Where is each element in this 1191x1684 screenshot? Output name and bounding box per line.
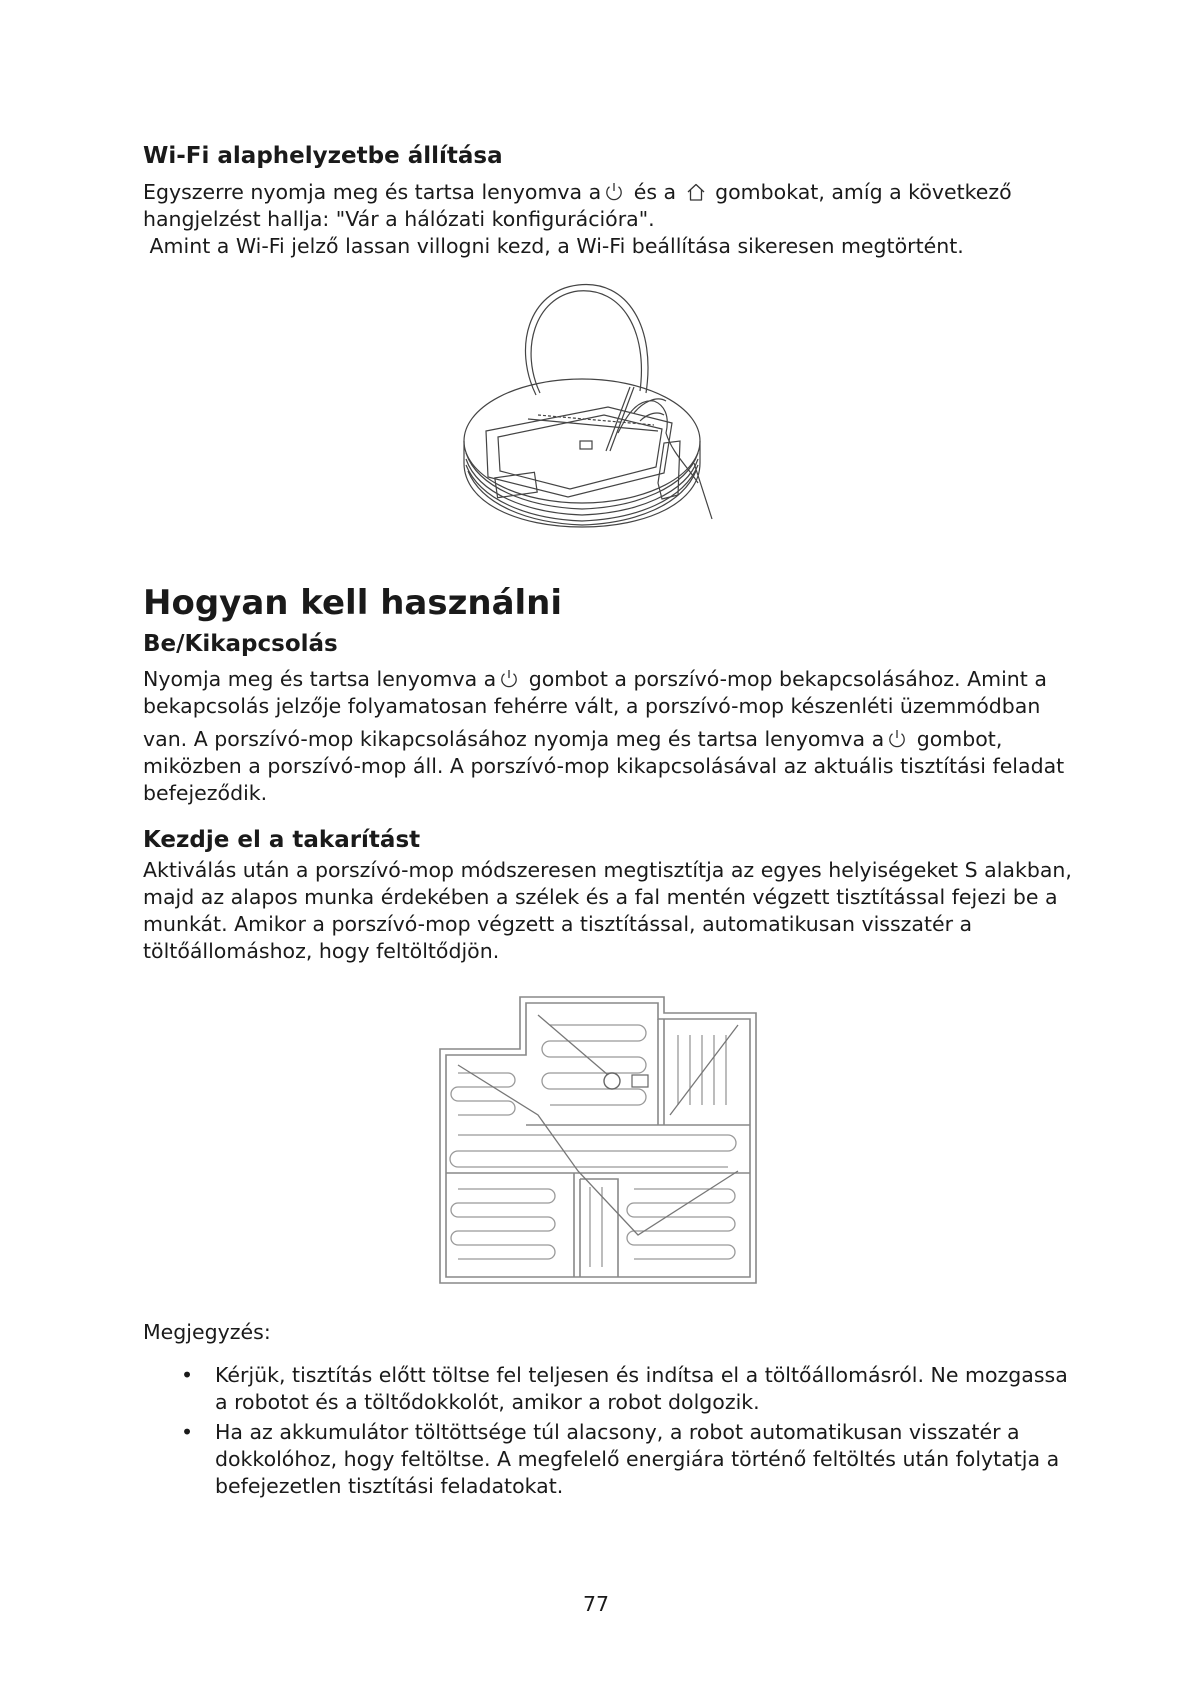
power-icon: [886, 728, 908, 750]
wifi-reset-paragraph: Egyszerre nyomja meg és tartsa lenyomva a és a gombokat, amíg a következő hangjelzést hallja: "Vár a hálózati konfigurációra". Amint a Wi-Fi jelző lassan villogni kezd, a Wi-Fi beállítása sikeresen megtörtént.: [143, 180, 1012, 258]
list-item: • Ha az akkumulátor töltöttsége túl alacsony, a robot automatikusan visszatér a dokkolóhoz, hogy feltöltse. A megfelelő energiára történő feltöltés után folytatja a befejezetlen tisztítási feladatokat.: [181, 1420, 1060, 1498]
home-icon: [685, 181, 707, 203]
page-number: 77: [583, 1592, 610, 1616]
power-onoff-paragraph: Nyomja meg és tartsa lenyomva a gombot a porszívó-mop bekapcsolásához. Amint a bekapcsolás jelzője folyamatosan fehérre vált, a porszívó-mop készenléti üzemmódban van. A porszívó-mop kikapcsolásához nyomja meg és tartsa lenyomva a gombot, miközben a porszívó-mop áll. A porszívó-mop kikapcsolásával az aktuális tisztítási feladat befejeződik.: [143, 667, 1065, 805]
how-to-use-heading: Hogyan kell használni: [143, 583, 563, 623]
notes-heading: Megjegyzés:: [143, 1320, 271, 1344]
power-onoff-heading: Be/Kikapcsolás: [143, 631, 338, 657]
cleaning-path-diagram: [438, 995, 760, 1285]
start-cleaning-heading: Kezdje el a takarítást: [143, 827, 421, 853]
list-item: • Kérjük, tisztítás előtt töltse fel teljesen és indítsa el a töltőállomásról. Ne mozgassa a robotot és a töltődokkolót, amikor a robot dolgozik.: [181, 1363, 1068, 1414]
notes-list: [143, 1362, 1103, 1500]
wifi-reset-heading: Wi-Fi alaphelyzetbe állítása: [143, 143, 503, 169]
start-cleaning-paragraph: Aktiválás után a porszívó-mop módszeresen megtisztítja az egyes helyiségeket S alakban, majd az alapos munka érdekében a szélek és a fal mentén végzett tisztítással fejezi be a munkát. Amikor a porszívó-mop végzett a tisztítással, automatikusan visszatér a töltőállomáshoz, hogy feltöltődjön.: [143, 858, 1072, 963]
power-icon: [603, 181, 625, 203]
power-icon: [498, 668, 520, 690]
robot-wifi-reset-illustration: [458, 283, 734, 553]
